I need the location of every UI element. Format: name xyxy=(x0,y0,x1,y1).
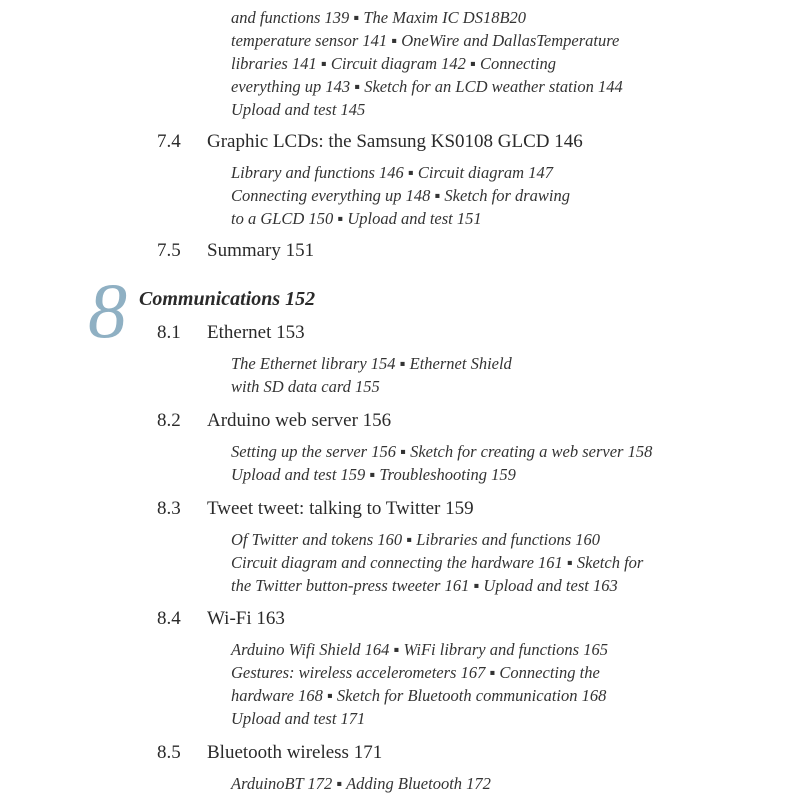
subsection-line: hardware 168 ▪ Sketch for Bluetooth communication 168 xyxy=(231,686,607,705)
subsection-line: Upload and test 171 xyxy=(231,709,366,728)
section-title: Graphic LCDs: the Samsung KS0108 GLCD 146 xyxy=(207,131,583,152)
subsection-line: Library and functions 146 ▪ Circuit diagram 147 xyxy=(231,163,553,182)
section-number: 8.3 xyxy=(157,498,181,519)
section-number: 8.5 xyxy=(157,742,181,763)
section-title: Summary 151 xyxy=(207,240,315,261)
subsection-line: with SD data card 155 xyxy=(231,377,380,396)
section-title: Tweet tweet: talking to Twitter 159 xyxy=(207,498,474,519)
section-number: 8.1 xyxy=(157,322,181,343)
section-number: 8.4 xyxy=(157,608,181,629)
subsection-line: Connecting everything up 148 ▪ Sketch for drawing xyxy=(231,186,570,205)
subsection-line: to a GLCD 150 ▪ Upload and test 151 xyxy=(231,209,482,228)
subsection-line: libraries 141 ▪ Circuit diagram 142 ▪ Connecting xyxy=(231,54,557,73)
chapter-title: Communications 152 xyxy=(139,288,316,310)
section-number: 7.5 xyxy=(157,240,181,261)
subsection-line: Setting up the server 156 ▪ Sketch for creating a web server 158 xyxy=(231,442,653,461)
section-number: 7.4 xyxy=(157,131,181,152)
section-title: Bluetooth wireless 171 xyxy=(207,742,383,763)
section-title: Wi-Fi 163 xyxy=(207,608,285,629)
subsection-line: Upload and test 145 xyxy=(231,100,366,119)
subsection-line: temperature sensor 141 ▪ OneWire and DallasTemperature xyxy=(231,31,620,50)
subsection-line: the Twitter button-press tweeter 161 ▪ Upload and test 163 xyxy=(231,576,618,595)
subsection-line: Circuit diagram and connecting the hardware 161 ▪ Sketch for xyxy=(231,553,644,572)
subsection-line: The Ethernet library 154 ▪ Ethernet Shield xyxy=(231,354,512,373)
section-title: Ethernet 153 xyxy=(207,322,305,343)
subsection-line: Of Twitter and tokens 160 ▪ Libraries and functions 160 xyxy=(231,530,601,549)
chapter-number: 8 xyxy=(88,267,127,354)
subsection-line: and functions 139 ▪ The Maxim IC DS18B20 xyxy=(231,8,527,27)
section-number: 8.2 xyxy=(157,410,181,431)
subsection-line: ArduinoBT 172 ▪ Adding Bluetooth 172 xyxy=(231,774,491,793)
subsection-line: everything up 143 ▪ Sketch for an LCD weather station 144 xyxy=(231,77,623,96)
subsection-line: Arduino Wifi Shield 164 ▪ WiFi library and functions 165 xyxy=(231,640,608,659)
subsection-line: Upload and test 159 ▪ Troubleshooting 159 xyxy=(231,465,516,484)
subsection-line: Gestures: wireless accelerometers 167 ▪ Connecting the xyxy=(231,663,600,682)
section-title: Arduino web server 156 xyxy=(207,410,392,431)
